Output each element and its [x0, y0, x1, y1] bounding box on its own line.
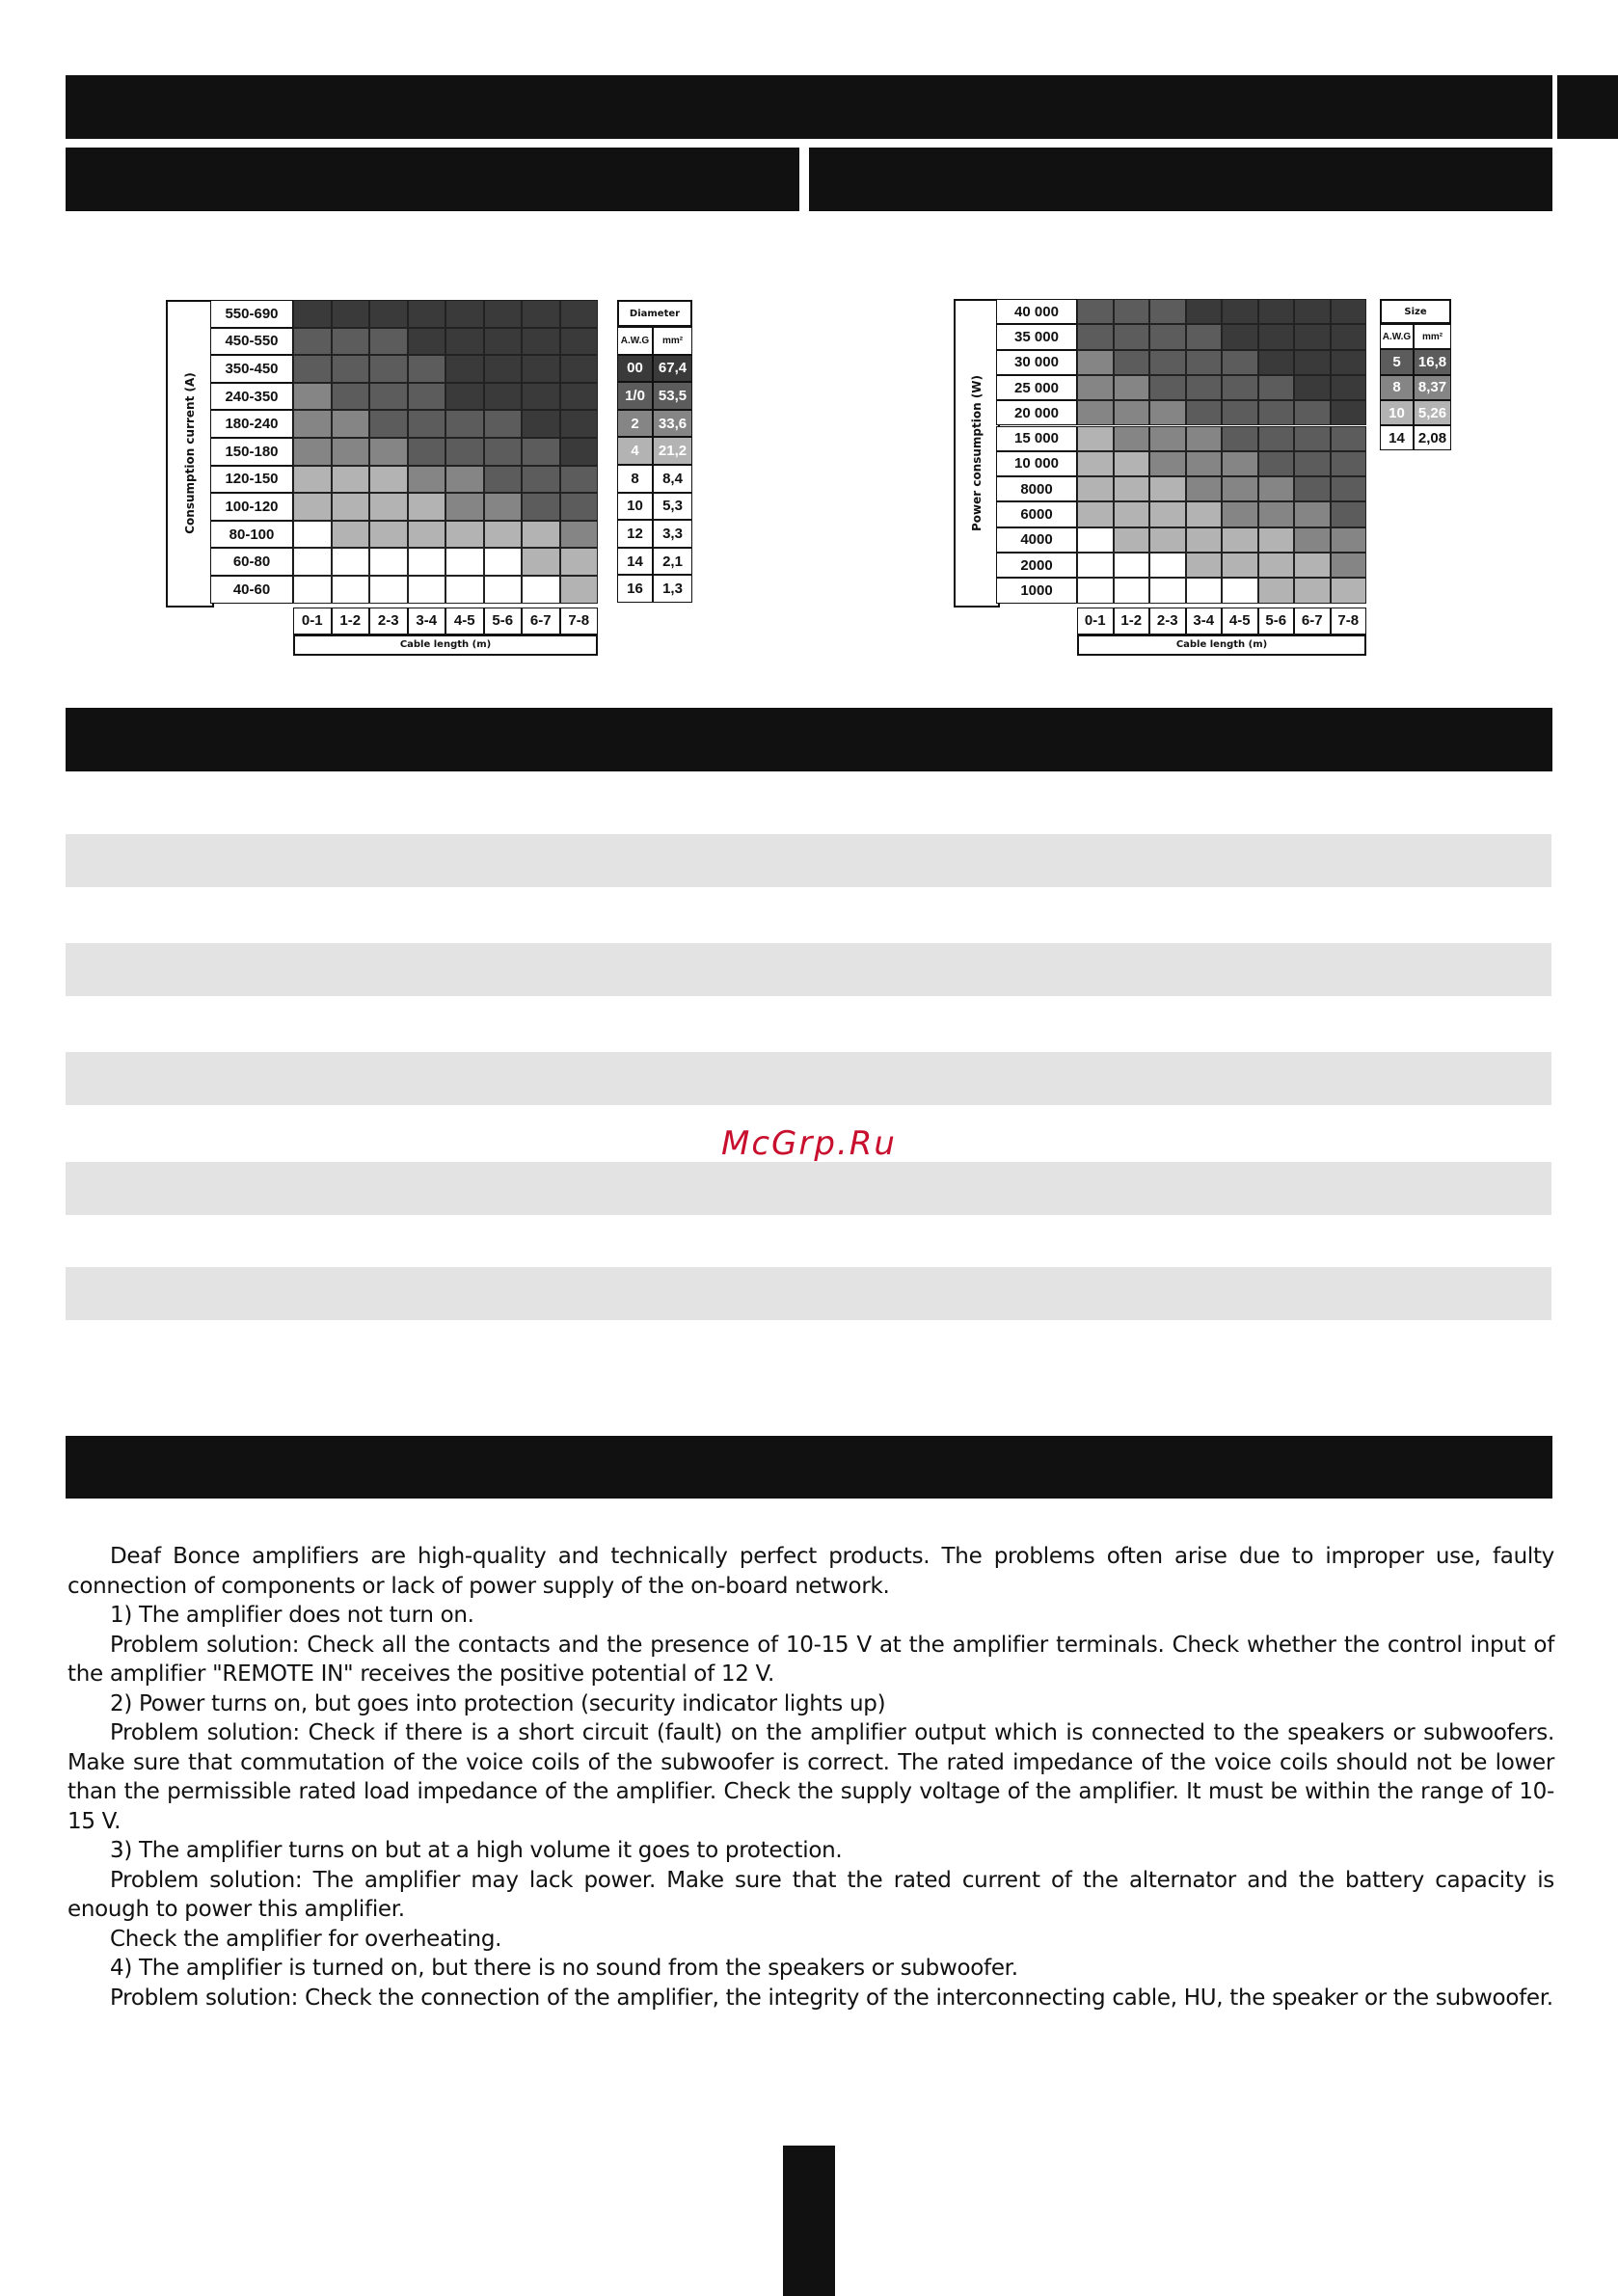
side-table-awg: 5 [1380, 349, 1414, 374]
grid-cell [560, 383, 599, 411]
grid-cell [1114, 476, 1150, 501]
row-label: 180-240 [210, 410, 293, 438]
grid-cell [560, 576, 599, 604]
grid-cell [1077, 299, 1114, 324]
grid-cell [522, 576, 560, 604]
row-label: 120-150 [210, 466, 293, 494]
grid-cell [484, 493, 523, 521]
row-label: 60-80 [210, 548, 293, 576]
grid-cell [408, 521, 446, 549]
paragraph: 3) The amplifier turns on but at a high volume it goes to protection. [110, 1838, 843, 1863]
grid-cell [522, 328, 560, 356]
grid-cell [445, 300, 484, 328]
grid-cell [1186, 400, 1223, 425]
grid-cell [1222, 400, 1258, 425]
grid-cell [1294, 578, 1331, 603]
grid-cell [1258, 527, 1295, 553]
grid-cell [1186, 553, 1223, 578]
paragraph: 2) Power turns on, but goes into protection (security indicator lights up) [110, 1690, 886, 1716]
grid-cell [1294, 375, 1331, 400]
grid-cell [408, 383, 446, 411]
grid-cell [484, 466, 523, 494]
spec-row-stripe [66, 1052, 1551, 1105]
side-table-awg: 14 [617, 548, 653, 576]
grid-cell [1258, 324, 1295, 349]
grid-cell [408, 355, 446, 383]
grid-cell [1294, 426, 1331, 451]
grid-cell [1258, 476, 1295, 501]
row-label: 4000 [996, 527, 1077, 553]
grid-cell [1294, 324, 1331, 349]
grid-cell [369, 300, 408, 328]
row-label: 8000 [996, 476, 1077, 501]
grid-cell [522, 493, 560, 521]
column-label: 0-1 [1077, 608, 1114, 635]
row-label: 35 000 [996, 324, 1077, 349]
grid-cell [445, 410, 484, 438]
grid-cell [332, 466, 370, 494]
row-label: 10 000 [996, 451, 1077, 476]
grid-cell [293, 410, 332, 438]
grid-cell [1114, 324, 1150, 349]
grid-cell [369, 383, 408, 411]
side-table-awg: 1/0 [617, 382, 653, 410]
grid-cell [1149, 299, 1186, 324]
grid-cell [332, 383, 370, 411]
side-table-mm: 16,8 [1414, 349, 1451, 374]
grid-cell [332, 576, 370, 604]
row-label: 40 000 [996, 299, 1077, 324]
grid-cell [1186, 476, 1223, 501]
paragraph: Problem solution: Check all the contacts and the presence of 10-15 V at the amplifier terminals. Check whether the control input of the amplifier "REMOTE IN" receives the positive potential of 12 V. [67, 1632, 1554, 1687]
grid-cell [1294, 451, 1331, 476]
grid-cell [484, 576, 523, 604]
side-table-mm: 5,3 [653, 493, 692, 521]
grid-cell [484, 438, 523, 466]
grid-cell [1294, 553, 1331, 578]
grid-cell [522, 438, 560, 466]
grid-cell [369, 355, 408, 383]
side-table-awg: 12 [617, 520, 653, 548]
grid-cell [1294, 501, 1331, 527]
side-table-mm: 8,4 [653, 465, 692, 493]
watermark-text: McGrp.Ru [721, 1124, 897, 1163]
grid-cell [1222, 527, 1258, 553]
grid-cell [1331, 451, 1367, 476]
side-table-awg: 2 [617, 410, 653, 438]
grid-cell [332, 300, 370, 328]
grid-cell [293, 355, 332, 383]
section-header-left [66, 148, 799, 211]
grid-cell [1331, 426, 1367, 451]
grid-cell [1149, 451, 1186, 476]
grid-cell [484, 355, 523, 383]
side-table-awg: 8 [1380, 375, 1414, 400]
grid-cell [522, 355, 560, 383]
side-table-mm: 21,2 [653, 437, 692, 465]
side-table-awg: 10 [617, 493, 653, 521]
grid-cell [1114, 400, 1150, 425]
grid-cell [408, 300, 446, 328]
grid-cell [560, 300, 599, 328]
grid-cell [408, 576, 446, 604]
side-table-awg: 8 [617, 465, 653, 493]
grid-cell [1077, 501, 1114, 527]
grid-cell [1258, 578, 1295, 603]
grid-cell [445, 466, 484, 494]
grid-cell [1149, 476, 1186, 501]
y-axis-label-box [954, 299, 1000, 608]
grid-cell [1114, 501, 1150, 527]
grid-cell [1186, 578, 1223, 603]
grid-cell [445, 521, 484, 549]
grid-cell [1186, 527, 1223, 553]
side-table-col-awg: A.W.G [617, 327, 653, 355]
x-axis-label: Cable length (m) [293, 635, 598, 656]
grid-cell [293, 300, 332, 328]
page-header-bar [66, 75, 1552, 139]
paragraph: 4) The amplifier is turned on, but there is no sound from the speakers or subwoofer. [110, 1956, 1018, 1981]
grid-cell [484, 300, 523, 328]
row-label: 150-180 [210, 438, 293, 466]
troubleshooting-header-bar [66, 1436, 1552, 1499]
grid-cell [1186, 375, 1223, 400]
column-label: 2-3 [369, 608, 408, 635]
side-table-mm: 3,3 [653, 520, 692, 548]
troubleshooting-text [67, 1542, 1554, 2012]
grid-cell [1258, 501, 1295, 527]
y-axis-label-box [166, 300, 214, 608]
column-label: 4-5 [445, 608, 484, 635]
grid-cell [1077, 375, 1114, 400]
grid-cell [522, 548, 560, 576]
spec-row-stripe [66, 943, 1551, 996]
grid-cell [1149, 350, 1186, 375]
side-table-awg: 00 [617, 355, 653, 383]
grid-cell [1258, 451, 1295, 476]
grid-cell [369, 328, 408, 356]
grid-cell [522, 383, 560, 411]
side-table-mm: 53,5 [653, 382, 692, 410]
x-axis-label: Cable length (m) [1077, 635, 1366, 656]
grid-cell [1114, 553, 1150, 578]
grid-cell [1077, 426, 1114, 451]
grid-cell [293, 328, 332, 356]
grid-cell [1149, 324, 1186, 349]
grid-cell [332, 355, 370, 383]
grid-cell [1258, 426, 1295, 451]
side-table-mm: 8,37 [1414, 375, 1451, 400]
grid-cell [560, 328, 599, 356]
grid-cell [445, 355, 484, 383]
side-table-mm: 33,6 [653, 410, 692, 438]
grid-cell [560, 438, 599, 466]
side-table-awg: 10 [1380, 400, 1414, 425]
grid-cell [522, 300, 560, 328]
grid-cell [1077, 350, 1114, 375]
page-header-tab [1557, 75, 1618, 139]
column-label: 3-4 [408, 608, 446, 635]
grid-cell [1331, 375, 1367, 400]
y-axis-label: Power consumption (W) [970, 374, 984, 531]
grid-cell [1114, 350, 1150, 375]
grid-cell [408, 438, 446, 466]
grid-cell [445, 493, 484, 521]
grid-cell [1331, 400, 1367, 425]
grid-cell [369, 493, 408, 521]
grid-cell [1149, 375, 1186, 400]
grid-cell [484, 548, 523, 576]
grid-cell [1186, 426, 1223, 451]
grid-cell [1186, 451, 1223, 476]
grid-cell [1331, 476, 1367, 501]
side-table-mm: 2,08 [1414, 425, 1451, 450]
side-table-mm: 2,1 [653, 548, 692, 576]
grid-cell [369, 576, 408, 604]
row-label: 30 000 [996, 350, 1077, 375]
grid-cell [332, 493, 370, 521]
grid-cell [560, 466, 599, 494]
side-table-mm: 67,4 [653, 355, 692, 383]
y-axis-label: Consumption current (A) [183, 372, 197, 535]
grid-cell [484, 521, 523, 549]
grid-cell [484, 328, 523, 356]
column-label: 7-8 [560, 608, 599, 635]
grid-cell [484, 383, 523, 411]
grid-cell [1294, 299, 1331, 324]
grid-cell [293, 438, 332, 466]
grid-cell [293, 521, 332, 549]
grid-cell [332, 410, 370, 438]
row-label: 550-690 [210, 300, 293, 328]
row-label: 2000 [996, 553, 1077, 578]
paragraph: Problem solution: Check the connection of the amplifier, the integrity of the interconnecting cable, HU, the speaker or the subwoofer. [110, 1985, 1553, 2011]
grid-cell [293, 466, 332, 494]
grid-cell [1294, 476, 1331, 501]
grid-cell [1114, 299, 1150, 324]
paragraph: 1) The amplifier does not turn on. [110, 1603, 474, 1628]
grid-cell [1331, 299, 1367, 324]
grid-cell [1077, 451, 1114, 476]
column-label: 0-1 [293, 608, 332, 635]
grid-cell [1149, 426, 1186, 451]
grid-cell [445, 328, 484, 356]
row-label: 40-60 [210, 576, 293, 604]
grid-cell [1222, 350, 1258, 375]
grid-cell [1149, 553, 1186, 578]
column-label: 5-6 [484, 608, 523, 635]
grid-cell [1222, 426, 1258, 451]
grid-cell [332, 521, 370, 549]
grid-cell [1294, 400, 1331, 425]
column-label: 1-2 [1114, 608, 1150, 635]
grid-cell [1294, 527, 1331, 553]
grid-cell [1222, 476, 1258, 501]
grid-cell [369, 548, 408, 576]
row-label: 1000 [996, 578, 1077, 603]
paragraph: Check the amplifier for overheating. [110, 1926, 502, 1952]
grid-cell [1222, 375, 1258, 400]
grid-cell [445, 576, 484, 604]
row-label: 80-100 [210, 521, 293, 549]
grid-cell [408, 466, 446, 494]
grid-cell [369, 410, 408, 438]
grid-cell [408, 493, 446, 521]
grid-cell [293, 576, 332, 604]
grid-cell [408, 410, 446, 438]
side-table-col-mm: mm² [653, 327, 692, 355]
grid-cell [560, 493, 599, 521]
grid-cell [1114, 426, 1150, 451]
grid-cell [560, 355, 599, 383]
paragraph: Problem solution: The amplifier may lack power. Make sure that the rated current of the alternator and the battery capacity is enough to power this amplifier. [67, 1867, 1554, 1922]
grid-cell [1258, 375, 1295, 400]
grid-cell [1331, 501, 1367, 527]
grid-cell [1149, 501, 1186, 527]
grid-cell [1222, 299, 1258, 324]
side-table-title: Size [1380, 299, 1451, 324]
grid-cell [1114, 451, 1150, 476]
grid-cell [1222, 578, 1258, 603]
grid-cell [522, 410, 560, 438]
grid-cell [1222, 501, 1258, 527]
grid-cell [1331, 350, 1367, 375]
grid-cell [1077, 527, 1114, 553]
grid-cell [445, 383, 484, 411]
grid-cell [1077, 324, 1114, 349]
side-table-title: Diameter [617, 300, 692, 327]
section-header-right [809, 148, 1552, 211]
grid-cell [522, 521, 560, 549]
row-label: 15 000 [996, 426, 1077, 451]
paragraph: Deaf Bonce amplifiers are high-quality and technically perfect products. The problems often arise due to improper use, faulty connection of components or lack of power supply of the on-board network. [67, 1544, 1554, 1599]
grid-cell [1258, 553, 1295, 578]
side-table-awg: 14 [1380, 425, 1414, 450]
grid-cell [293, 383, 332, 411]
grid-cell [332, 438, 370, 466]
side-table-mm: 1,3 [653, 575, 692, 603]
page-number-tab [783, 2146, 835, 2296]
grid-cell [1077, 553, 1114, 578]
row-label: 25 000 [996, 375, 1077, 400]
grid-cell [1294, 350, 1331, 375]
grid-cell [1258, 299, 1295, 324]
grid-cell [1258, 400, 1295, 425]
grid-cell [1331, 324, 1367, 349]
side-table-col-mm: mm² [1414, 324, 1451, 349]
grid-cell [560, 548, 599, 576]
grid-cell [1149, 400, 1186, 425]
grid-cell [1331, 553, 1367, 578]
grid-cell [1222, 324, 1258, 349]
spec-row-stripe [66, 1162, 1551, 1215]
grid-cell [1186, 324, 1223, 349]
grid-cell [445, 438, 484, 466]
side-table-awg: 4 [617, 437, 653, 465]
grid-cell [369, 438, 408, 466]
spec-row-stripe [66, 834, 1551, 887]
column-label: 6-7 [522, 608, 560, 635]
grid-cell [408, 328, 446, 356]
grid-cell [445, 548, 484, 576]
column-label: 2-3 [1149, 608, 1186, 635]
grid-cell [1186, 299, 1223, 324]
side-table-col-awg: A.W.G [1380, 324, 1414, 349]
grid-cell [408, 548, 446, 576]
row-label: 450-550 [210, 328, 293, 356]
grid-cell [293, 548, 332, 576]
grid-cell [1149, 527, 1186, 553]
grid-cell [1258, 350, 1295, 375]
grid-cell [1114, 578, 1150, 603]
grid-cell [332, 328, 370, 356]
side-table-awg: 16 [617, 575, 653, 603]
column-label: 1-2 [332, 608, 370, 635]
column-label: 5-6 [1258, 608, 1295, 635]
grid-cell [1149, 578, 1186, 603]
grid-cell [1331, 527, 1367, 553]
grid-cell [522, 466, 560, 494]
grid-cell [1114, 527, 1150, 553]
column-label: 7-8 [1331, 608, 1367, 635]
grid-cell [560, 410, 599, 438]
row-label: 350-450 [210, 355, 293, 383]
row-label: 240-350 [210, 383, 293, 411]
grid-cell [1077, 400, 1114, 425]
spec-row-stripe [66, 1267, 1551, 1320]
grid-cell [1077, 578, 1114, 603]
grid-cell [560, 521, 599, 549]
row-label: 100-120 [210, 493, 293, 521]
paragraph: Problem solution: Check if there is a short circuit (fault) on the amplifier output which is connected to the speakers or subwoofers. Make sure that commutation of the voice coils of the subwoofer is correct. The rated impedance of the voice coils should not be lower than the permissible rated load impedance of the amplifier. Check the supply voltage of the amplifier. It must be within the range of 10-15 V. [67, 1720, 1554, 1834]
grid-cell [1114, 375, 1150, 400]
grid-cell [369, 521, 408, 549]
column-label: 6-7 [1294, 608, 1331, 635]
side-table-mm: 5,26 [1414, 400, 1451, 425]
grid-cell [332, 548, 370, 576]
grid-cell [1222, 553, 1258, 578]
column-label: 4-5 [1222, 608, 1258, 635]
grid-cell [1186, 501, 1223, 527]
grid-cell [484, 410, 523, 438]
specifications-header-bar [66, 708, 1552, 771]
column-label: 3-4 [1186, 608, 1223, 635]
grid-cell [1077, 476, 1114, 501]
grid-cell [293, 493, 332, 521]
row-label: 6000 [996, 501, 1077, 527]
grid-cell [1186, 350, 1223, 375]
row-label: 20 000 [996, 400, 1077, 425]
grid-cell [369, 466, 408, 494]
grid-cell [1222, 451, 1258, 476]
grid-cell [1331, 578, 1367, 603]
